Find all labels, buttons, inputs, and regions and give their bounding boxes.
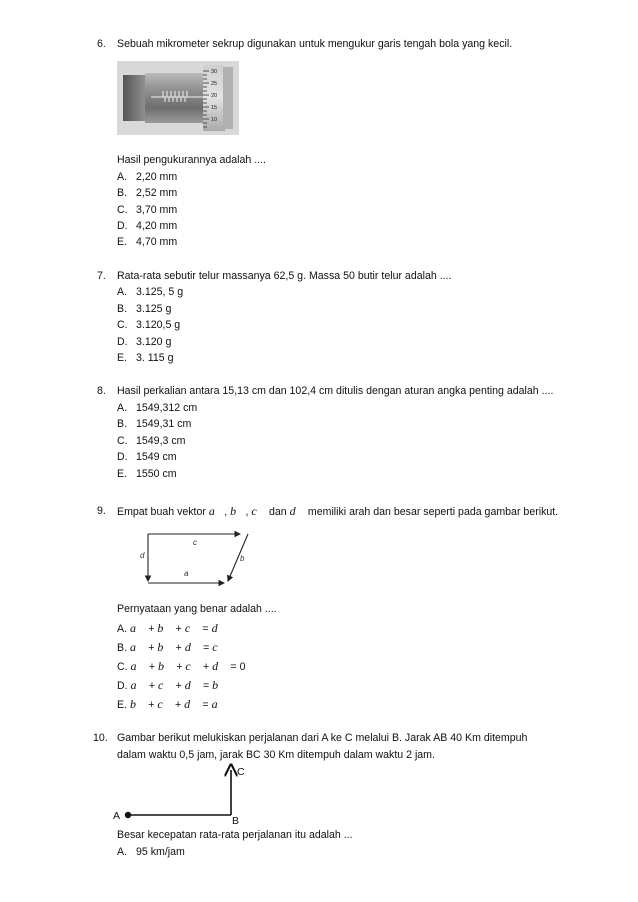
q9-text-after: memiliki arah dan besar seperti pada gambar berikut. [307,506,559,518]
q6-text: Sebuah mikrometer sekrup digunakan untuk mengukur garis tengah bola yang kecil. [117,38,513,50]
q8-option-e-letter: E. [117,468,128,480]
q9-prompt: Pernyataan yang benar adalah .... [117,603,277,615]
q9-number: 9. [97,505,106,517]
q6-number: 6. [97,38,106,50]
point-c-label: C [237,766,245,778]
q10-option-a: 95 km/jam [136,846,185,858]
route-figure [110,760,260,824]
q7-option-a: 3.125, 5 g [136,286,184,298]
q8-number: 8. [97,385,106,397]
q9-option-b: B. a + b + d = c [117,640,227,654]
vector-c-figure-label: c [193,538,197,547]
q9-text: Empat buah vektor a, b, c dan d memiliki arah dan besar seperti pada gambar berikut. [117,504,559,518]
q7-option-b-letter: B. [117,303,128,315]
q8-option-c-letter: C. [117,435,128,447]
q7-option-b: 3.125 g [136,303,172,315]
point-b-label: B [232,815,240,824]
q9-option-c: C. a + b + c + d = 0 [117,659,246,673]
q7-option-c-letter: C. [117,319,128,331]
q8-option-b-letter: B. [117,418,128,430]
q6-option-b: 2,52 mm [136,187,178,199]
q6-option-e-letter: E. [117,236,128,248]
q6-option-d: 4,20 mm [136,220,178,232]
q6-option-e: 4,70 mm [136,236,178,248]
q10-option-a-letter: A. [117,846,128,858]
q9-option-a: A. a + b + c = d [117,621,227,635]
q8-option-a-letter: A. [117,402,128,414]
micrometer-tick-15: 15 [211,105,218,111]
vector-a-label: a [208,504,225,518]
q9-option-e: E. b + c + d = a [117,697,227,711]
micrometer-figure [117,61,239,135]
micrometer-image [117,61,239,135]
micrometer-tick-20: 20 [211,93,218,99]
q6-option-a: 2,20 mm [136,171,178,183]
point-a-label: A [113,810,121,822]
q8-option-d: 1549 cm [136,451,177,463]
q10-number: 10. [93,732,108,744]
q8-option-e: 1550 cm [136,468,177,480]
route-diagram [110,760,260,824]
vector-b-arrow [228,534,248,581]
vector-c-label: c [251,504,267,518]
q6-prompt: Hasil pengukurannya adalah .... [117,154,267,166]
vector-b-label: b [230,504,246,518]
q6-option-c-letter: C. [117,204,128,216]
vector-d-label: d [289,504,305,518]
vector-diagram [136,528,262,590]
point-a-dot [125,812,131,818]
vector-d-figure-label: d [140,551,145,560]
vector-figure [136,528,262,590]
q8-option-a: 1549,312 cm [136,402,198,414]
q9-text-before: Empat buah vektor [117,506,206,518]
q7-number: 7. [97,270,106,282]
vector-b-figure-label: b [240,554,245,563]
q6-option-b-letter: B. [117,187,128,199]
q8-text: Hasil perkalian antara 15,13 cm dan 102,4 cm ditulis dengan aturan angka penting adalah .... [117,385,554,397]
q7-text: Rata-rata sebutir telur massanya 62,5 g. Massa 50 butir telur adalah .... [117,270,452,282]
q7-option-a-letter: A. [117,286,128,298]
q7-option-c: 3.120,5 g [136,319,181,331]
micrometer-tick-25: 25 [211,81,218,87]
q7-option-e-letter: E. [117,352,128,364]
micrometer-tick-30: 30 [211,69,218,75]
q8-option-c: 1549,3 cm [136,435,186,447]
q9-option-d: D. a + c + d = b [117,678,228,692]
q8-option-b: 1549,31 cm [136,418,192,430]
q6-option-c: 3,70 mm [136,204,178,216]
micrometer-tick-10: 10 [211,117,218,123]
q10-text-line1: Gambar berikut melukiskan perjalanan dari A ke C melalui B. Jarak AB 40 Km ditempuh [117,732,528,744]
vector-a-figure-label: a [184,569,189,578]
q8-option-d-letter: D. [117,451,128,463]
q10-prompt: Besar kecepatan rata-rata perjalanan itu adalah ... [117,829,353,841]
q6-option-a-letter: A. [117,171,128,183]
q10-text-line2: dalam waktu 0,5 jam, jarak BC 30 Km ditempuh dalam waktu 2 jam. [117,749,435,761]
q9-text-dan: dan [268,506,287,518]
q6-option-d-letter: D. [117,220,128,232]
q7-option-d-letter: D. [117,336,128,348]
q7-option-e: 3. 115 g [136,352,174,364]
q7-option-d: 3.120 g [136,336,172,348]
